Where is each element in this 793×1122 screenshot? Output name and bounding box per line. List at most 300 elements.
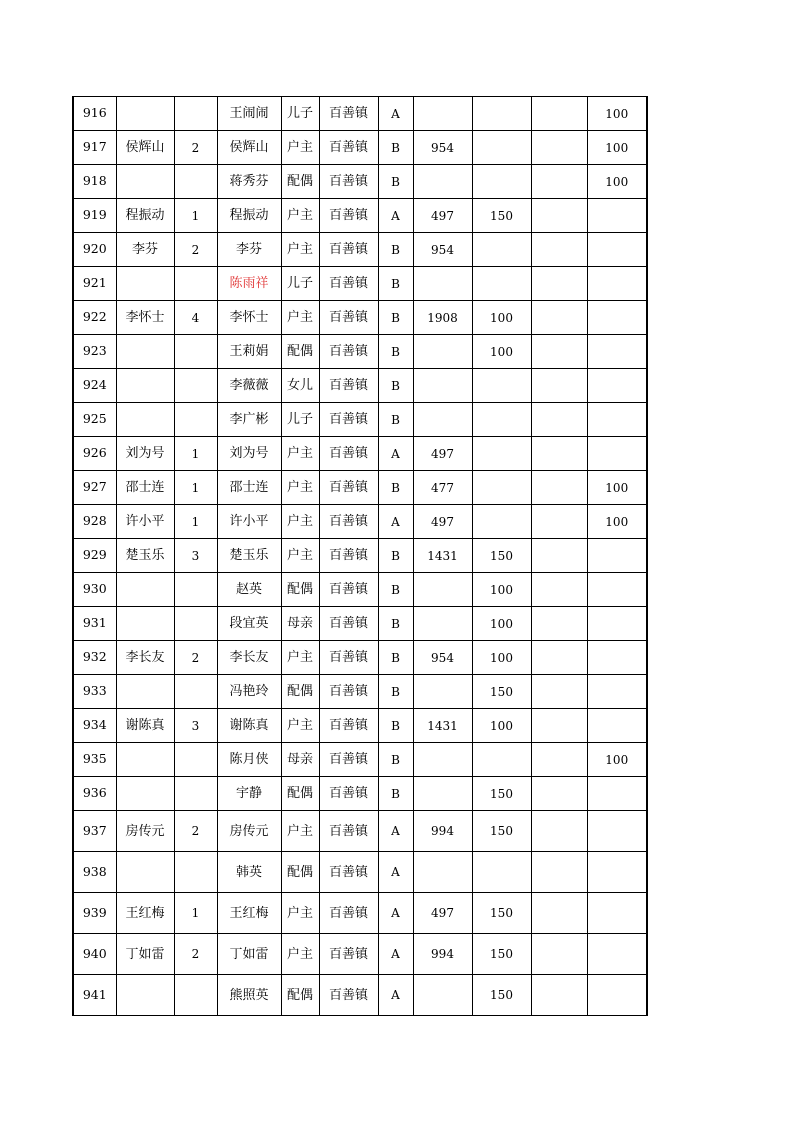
member-name-cell: 赵英 [217,573,281,607]
town-cell: 百善镇 [319,573,378,607]
household-size-cell: 2 [174,233,217,267]
subsidy-c-cell [587,709,647,743]
member-name-cell: 李薇薇 [217,369,281,403]
subsidy-a-cell [472,743,531,777]
class-cell: B [378,369,413,403]
household-head-cell: 丁如雷 [116,934,174,975]
class-cell: B [378,267,413,301]
table-row [73,777,647,811]
serial-number-cell: 941 [73,975,116,1016]
member-name-cell: 许小平 [217,505,281,539]
subsidy-b-cell [531,267,587,301]
subsidy-c-cell [587,199,647,233]
household-head-cell: 许小平 [116,505,174,539]
class-cell: A [378,97,413,131]
amount-cell: 954 [413,131,472,165]
town-cell: 百善镇 [319,743,378,777]
member-name-cell: 房传元 [217,811,281,852]
subsidy-a-cell [472,97,531,131]
subsidy-b-cell [531,199,587,233]
relation-cell: 户主 [281,811,319,852]
town-cell: 百善镇 [319,369,378,403]
subsidy-a-cell [472,131,531,165]
subsidy-b-cell [531,934,587,975]
subsidy-c-cell [587,852,647,893]
subsidy-c-cell [587,335,647,369]
household-size-cell [174,777,217,811]
records-table [72,96,648,1016]
subsidy-b-cell [531,539,587,573]
member-name-cell: 李芬 [217,233,281,267]
subsidy-b-cell [531,852,587,893]
member-name-cell: 李怀士 [217,301,281,335]
serial-number-cell: 918 [73,165,116,199]
relation-cell: 户主 [281,641,319,675]
relation-cell: 女儿 [281,369,319,403]
class-cell: A [378,852,413,893]
amount-cell: 994 [413,934,472,975]
town-cell: 百善镇 [319,165,378,199]
household-size-cell: 1 [174,199,217,233]
table-row [73,97,647,131]
amount-cell [413,975,472,1016]
household-head-cell [116,852,174,893]
member-name-cell: 熊照英 [217,975,281,1016]
relation-cell: 户主 [281,539,319,573]
relation-cell: 配偶 [281,675,319,709]
serial-number-cell: 921 [73,267,116,301]
household-head-cell [116,165,174,199]
member-name-cell: 邵士连 [217,471,281,505]
household-size-cell [174,852,217,893]
amount-cell: 1431 [413,709,472,743]
member-name-cell: 蒋秀芬 [217,165,281,199]
subsidy-a-cell [472,437,531,471]
member-name-cell: 宇静 [217,777,281,811]
table-row [73,267,647,301]
relation-cell: 户主 [281,471,319,505]
subsidy-b-cell [531,607,587,641]
household-size-cell: 4 [174,301,217,335]
class-cell: A [378,934,413,975]
table-row [73,335,647,369]
subsidy-b-cell [531,641,587,675]
household-head-cell: 李芬 [116,233,174,267]
relation-cell: 户主 [281,199,319,233]
subsidy-a-cell: 150 [472,777,531,811]
household-size-cell [174,403,217,437]
subsidy-c-cell: 100 [587,131,647,165]
relation-cell: 户主 [281,934,319,975]
subsidy-c-cell [587,934,647,975]
household-size-cell: 1 [174,471,217,505]
subsidy-c-cell: 100 [587,97,647,131]
subsidy-b-cell [531,233,587,267]
table-row [73,675,647,709]
amount-cell [413,852,472,893]
subsidy-b-cell [531,403,587,437]
subsidy-c-cell [587,975,647,1016]
subsidy-b-cell [531,165,587,199]
household-head-cell: 李长友 [116,641,174,675]
subsidy-c-cell [587,437,647,471]
relation-cell: 儿子 [281,267,319,301]
town-cell: 百善镇 [319,505,378,539]
table-row [73,437,647,471]
class-cell: A [378,437,413,471]
household-size-cell [174,369,217,403]
relation-cell: 户主 [281,301,319,335]
household-head-cell [116,675,174,709]
relation-cell: 配偶 [281,335,319,369]
amount-cell [413,777,472,811]
subsidy-b-cell [531,709,587,743]
class-cell: B [378,403,413,437]
household-size-cell: 2 [174,131,217,165]
table-row [73,165,647,199]
table-row [73,369,647,403]
subsidy-b-cell [531,505,587,539]
subsidy-a-cell: 150 [472,975,531,1016]
subsidy-a-cell [472,369,531,403]
household-size-cell [174,743,217,777]
household-head-cell: 刘为号 [116,437,174,471]
subsidy-a-cell: 100 [472,301,531,335]
serial-number-cell: 931 [73,607,116,641]
table-row [73,471,647,505]
table-row [73,811,647,852]
household-head-cell: 谢陈真 [116,709,174,743]
amount-cell [413,607,472,641]
subsidy-b-cell [531,131,587,165]
household-size-cell [174,335,217,369]
town-cell: 百善镇 [319,934,378,975]
class-cell: A [378,975,413,1016]
household-size-cell: 1 [174,893,217,934]
serial-number-cell: 929 [73,539,116,573]
relation-cell: 户主 [281,893,319,934]
subsidy-a-cell: 150 [472,675,531,709]
town-cell: 百善镇 [319,301,378,335]
member-name-cell: 陈雨祥 [217,267,281,301]
member-name-cell: 丁如雷 [217,934,281,975]
subsidy-b-cell [531,743,587,777]
subsidy-c-cell [587,267,647,301]
subsidy-b-cell [531,675,587,709]
relation-cell: 母亲 [281,607,319,641]
subsidy-b-cell [531,811,587,852]
subsidy-b-cell [531,471,587,505]
class-cell: B [378,301,413,335]
table-row [73,199,647,233]
subsidy-a-cell: 100 [472,573,531,607]
serial-number-cell: 938 [73,852,116,893]
member-name-cell: 李广彬 [217,403,281,437]
amount-cell [413,369,472,403]
member-name-cell: 王莉娟 [217,335,281,369]
table-row [73,403,647,437]
table-row [73,893,647,934]
household-head-cell: 程振动 [116,199,174,233]
serial-number-cell: 927 [73,471,116,505]
household-size-cell: 2 [174,934,217,975]
amount-cell: 1431 [413,539,472,573]
household-head-cell: 房传元 [116,811,174,852]
relation-cell: 母亲 [281,743,319,777]
subsidy-a-cell [472,852,531,893]
class-cell: B [378,573,413,607]
serial-number-cell: 933 [73,675,116,709]
town-cell: 百善镇 [319,893,378,934]
class-cell: B [378,607,413,641]
relation-cell: 配偶 [281,777,319,811]
table-row [73,975,647,1016]
table-row [73,131,647,165]
household-size-cell [174,165,217,199]
subsidy-a-cell [472,267,531,301]
serial-number-cell: 940 [73,934,116,975]
serial-number-cell: 922 [73,301,116,335]
household-head-cell [116,777,174,811]
household-size-cell: 3 [174,539,217,573]
household-head-cell [116,403,174,437]
table-row [73,539,647,573]
household-head-cell [116,369,174,403]
town-cell: 百善镇 [319,777,378,811]
subsidy-a-cell: 100 [472,335,531,369]
amount-cell [413,97,472,131]
town-cell: 百善镇 [319,641,378,675]
subsidy-b-cell [531,573,587,607]
town-cell: 百善镇 [319,471,378,505]
subsidy-b-cell [531,301,587,335]
subsidy-a-cell: 100 [472,709,531,743]
relation-cell: 户主 [281,437,319,471]
serial-number-cell: 930 [73,573,116,607]
household-size-cell [174,97,217,131]
subsidy-a-cell: 150 [472,811,531,852]
amount-cell [413,267,472,301]
table-row [73,301,647,335]
serial-number-cell: 923 [73,335,116,369]
town-cell: 百善镇 [319,852,378,893]
household-head-cell: 王红梅 [116,893,174,934]
class-cell: B [378,641,413,675]
subsidy-a-cell: 150 [472,893,531,934]
household-size-cell: 1 [174,437,217,471]
table-row [73,233,647,267]
household-head-cell: 楚玉乐 [116,539,174,573]
table-row [73,573,647,607]
member-name-cell: 韩英 [217,852,281,893]
household-size-cell: 2 [174,811,217,852]
member-name-cell: 谢陈真 [217,709,281,743]
subsidy-b-cell [531,437,587,471]
relation-cell: 户主 [281,505,319,539]
household-head-cell: 邵士连 [116,471,174,505]
serial-number-cell: 925 [73,403,116,437]
member-name-cell: 刘为号 [217,437,281,471]
serial-number-cell: 926 [73,437,116,471]
town-cell: 百善镇 [319,199,378,233]
household-head-cell [116,267,174,301]
subsidy-a-cell: 150 [472,934,531,975]
class-cell: B [378,165,413,199]
subsidy-c-cell [587,573,647,607]
relation-cell: 户主 [281,131,319,165]
class-cell: B [378,743,413,777]
serial-number-cell: 928 [73,505,116,539]
subsidy-c-cell [587,233,647,267]
household-head-cell: 侯辉山 [116,131,174,165]
class-cell: B [378,335,413,369]
town-cell: 百善镇 [319,233,378,267]
household-size-cell [174,675,217,709]
class-cell: B [378,675,413,709]
subsidy-c-cell [587,539,647,573]
amount-cell [413,675,472,709]
subsidy-a-cell [472,505,531,539]
subsidy-c-cell: 100 [587,505,647,539]
subsidy-a-cell [472,471,531,505]
serial-number-cell: 924 [73,369,116,403]
serial-number-cell: 920 [73,233,116,267]
household-head-cell [116,335,174,369]
town-cell: 百善镇 [319,97,378,131]
amount-cell: 497 [413,437,472,471]
household-size-cell [174,267,217,301]
subsidy-b-cell [531,335,587,369]
town-cell: 百善镇 [319,539,378,573]
town-cell: 百善镇 [319,335,378,369]
subsidy-a-cell: 150 [472,539,531,573]
subsidy-c-cell [587,811,647,852]
member-name-cell: 侯辉山 [217,131,281,165]
household-size-cell [174,975,217,1016]
subsidy-a-cell [472,233,531,267]
relation-cell: 配偶 [281,852,319,893]
class-cell: B [378,709,413,743]
relation-cell: 户主 [281,233,319,267]
subsidy-c-cell [587,641,647,675]
serial-number-cell: 919 [73,199,116,233]
table-row [73,709,647,743]
class-cell: A [378,199,413,233]
amount-cell [413,335,472,369]
town-cell: 百善镇 [319,675,378,709]
serial-number-cell: 939 [73,893,116,934]
subsidy-c-cell [587,893,647,934]
member-name-cell: 冯艳玲 [217,675,281,709]
subsidy-c-cell: 100 [587,165,647,199]
amount-cell: 497 [413,505,472,539]
amount-cell [413,165,472,199]
serial-number-cell: 934 [73,709,116,743]
town-cell: 百善镇 [319,709,378,743]
member-name-cell: 段宜英 [217,607,281,641]
subsidy-c-cell: 100 [587,743,647,777]
amount-cell: 994 [413,811,472,852]
household-size-cell: 1 [174,505,217,539]
member-name-cell: 王红梅 [217,893,281,934]
household-size-cell [174,607,217,641]
serial-number-cell: 936 [73,777,116,811]
household-head-cell: 李怀士 [116,301,174,335]
subsidy-a-cell: 100 [472,607,531,641]
table-row [73,852,647,893]
table-row [73,641,647,675]
member-name-cell: 楚玉乐 [217,539,281,573]
relation-cell: 配偶 [281,975,319,1016]
member-name-cell: 程振动 [217,199,281,233]
subsidy-c-cell [587,777,647,811]
member-name-cell: 陈月侠 [217,743,281,777]
records-table-body [73,97,647,1016]
class-cell: A [378,811,413,852]
subsidy-b-cell [531,893,587,934]
relation-cell: 儿子 [281,97,319,131]
subsidy-b-cell [531,777,587,811]
subsidy-c-cell [587,675,647,709]
relation-cell: 儿子 [281,403,319,437]
class-cell: B [378,233,413,267]
household-size-cell: 2 [174,641,217,675]
household-head-cell [116,573,174,607]
amount-cell [413,743,472,777]
subsidy-a-cell: 100 [472,641,531,675]
town-cell: 百善镇 [319,131,378,165]
relation-cell: 户主 [281,709,319,743]
class-cell: B [378,131,413,165]
class-cell: B [378,777,413,811]
class-cell: A [378,893,413,934]
amount-cell [413,573,472,607]
class-cell: B [378,539,413,573]
member-name-cell: 王闹闹 [217,97,281,131]
member-name-cell: 李长友 [217,641,281,675]
serial-number-cell: 937 [73,811,116,852]
subsidy-c-cell: 100 [587,471,647,505]
amount-cell [413,403,472,437]
subsidy-c-cell [587,607,647,641]
town-cell: 百善镇 [319,403,378,437]
serial-number-cell: 935 [73,743,116,777]
table-row [73,505,647,539]
subsidy-b-cell [531,369,587,403]
amount-cell: 497 [413,893,472,934]
class-cell: B [378,471,413,505]
serial-number-cell: 932 [73,641,116,675]
table-row [73,934,647,975]
household-size-cell: 3 [174,709,217,743]
town-cell: 百善镇 [319,607,378,641]
household-head-cell [116,607,174,641]
amount-cell: 954 [413,641,472,675]
household-head-cell [116,97,174,131]
serial-number-cell: 917 [73,131,116,165]
relation-cell: 配偶 [281,573,319,607]
amount-cell: 497 [413,199,472,233]
household-head-cell [116,743,174,777]
town-cell: 百善镇 [319,975,378,1016]
household-head-cell [116,975,174,1016]
table-row [73,743,647,777]
subsidy-c-cell [587,403,647,437]
town-cell: 百善镇 [319,811,378,852]
household-size-cell [174,573,217,607]
subsidy-b-cell [531,97,587,131]
subsidy-c-cell [587,301,647,335]
